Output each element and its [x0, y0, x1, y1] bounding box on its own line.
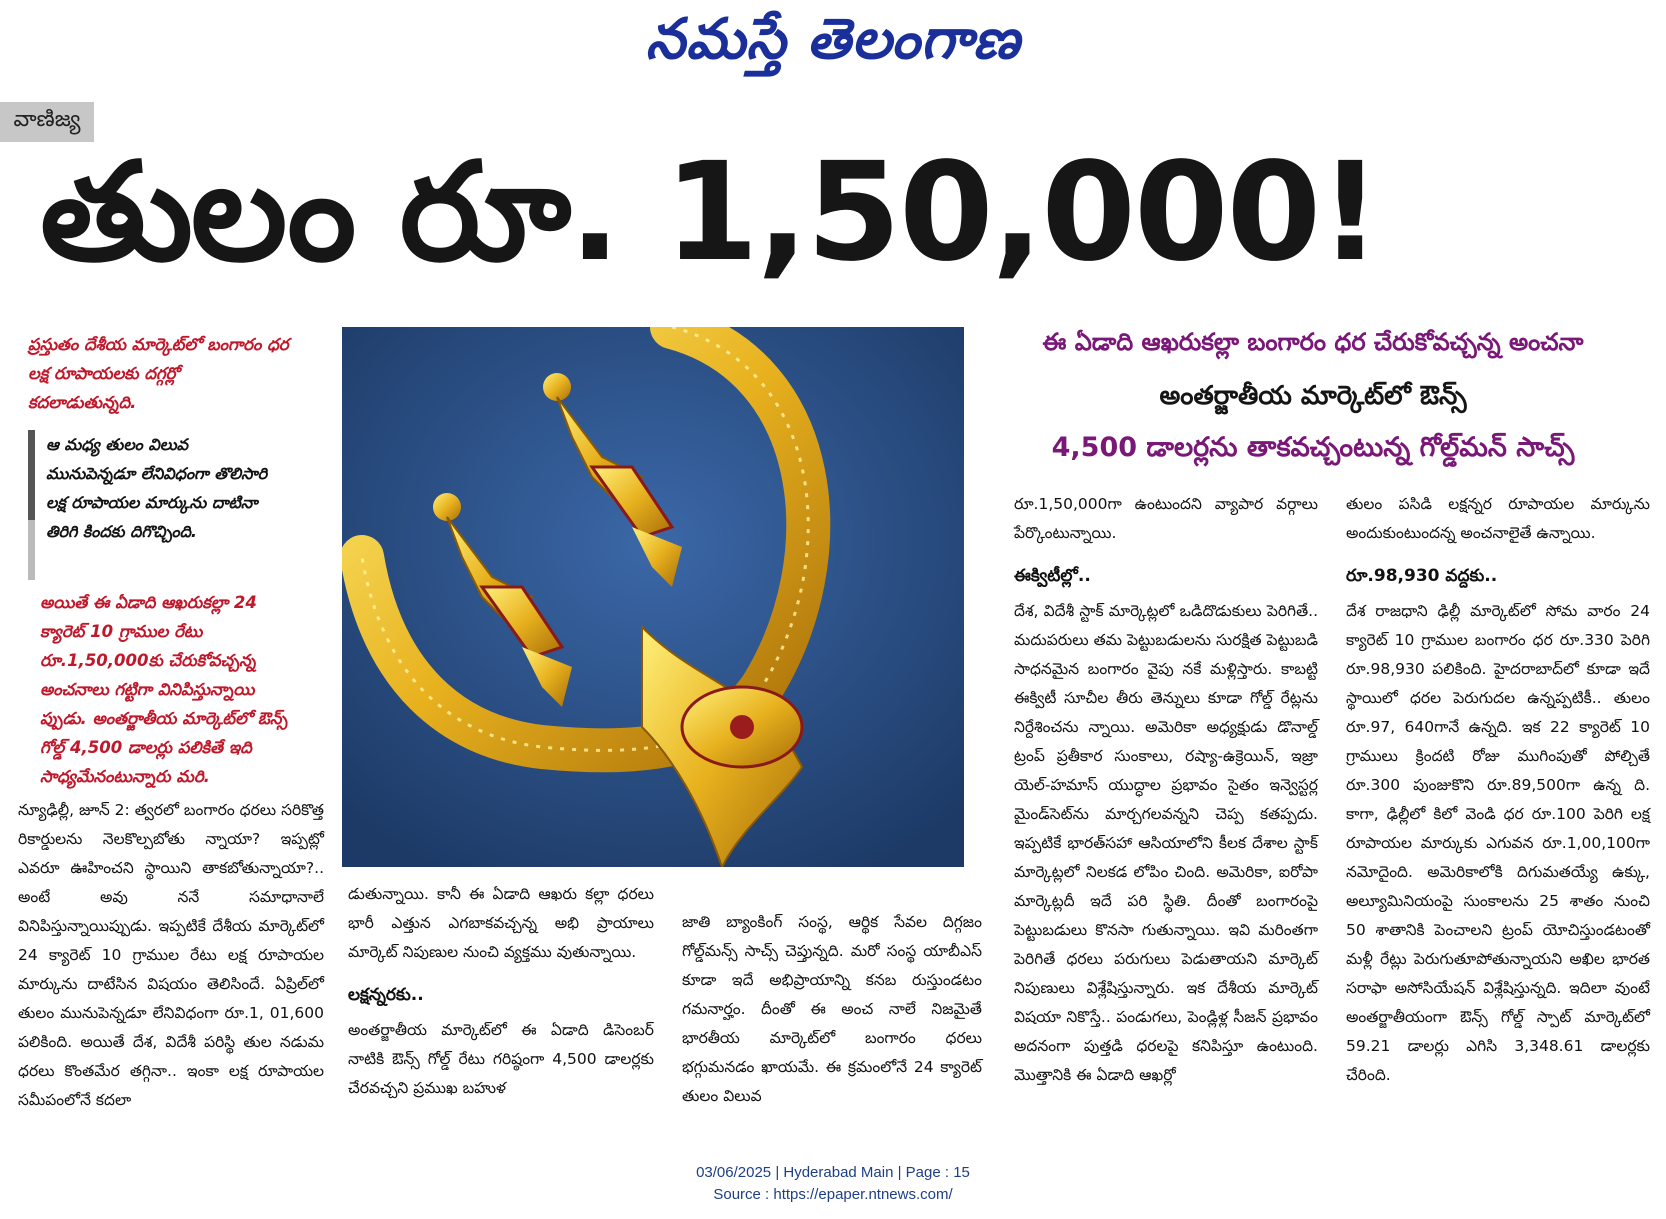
jewelry-photo [342, 327, 964, 867]
subhead-98930: రూ.98,930 వద్దకు.. [1346, 566, 1498, 586]
article-column-2 [348, 880, 654, 1103]
deck-line-2: అంతర్జాతీయ మార్కెట్‌లో ఔన్స్ [1159, 381, 1467, 411]
red-intro: ప్రస్తుతం దేశీయ మార్కెట్‌లో బంగారం ధర లక్ష రూపాయలకు దగ్గర్లో కదలాడుతున్నది. [28, 335, 289, 412]
red-quote: అయితే ఈ ఏడాది ఆఖరుకల్లా 24 క్యారెట్ 10 గ్రాముల రేటు రూ.1,50,000కు చేరుకోవచ్చన్న అంచనాలు గట్టిగా వినిపిస్తున్నాయి ప్పుడు. అంతర్జాతీయ మార్కెట్‌లో ఔన్స్ గోల్డ్ 4,500 డాలర్లు పలికితే ఇది సాధ్యమేనంటున్నారు మరి. [40, 593, 288, 786]
body-text-top: రూ.1,50,000గా ఉంటుందని వ్యాపార వర్గాలు పేర్కొంటున్నాయి. [1014, 495, 1318, 542]
body-text: జాతి బ్యాంకింగ్ సంస్థ, ఆర్థిక సేవల దిగ్గజం గోల్డ్‌మన్స్ సాచ్స్ చెప్తున్నది. మరో సంస్థ యాబీఎస్ కూడా ఇదే అభిప్రాయాన్ని కనబ రుస్తుండటం గమనార్హం. దీంతో ఈ అంచ నాలే నిజమైతే భారతీయ మార్కెట్‌లో బంగారం ధరలు భగ్గుమనడం ఖాయమే. ఈ క్రమంలోనే 24 క్యారెట్ తులం విలువ [682, 913, 982, 1105]
footer-date-page: 03/06/2025 | Hyderabad Main | Page : 15 [696, 1164, 970, 1181]
article-column-1 [18, 796, 324, 1115]
article-column-4 [1014, 490, 1318, 1090]
subhead-equities: ఈక్విటీల్లో.. [1014, 566, 1091, 586]
article-column-5 [1346, 490, 1650, 1090]
article-column-3 [682, 908, 982, 1111]
body-text: దేశ, విదేశీ స్టాక్ మార్కెట్లలో ఒడిదొడుకులు పెరిగితే.. మదుపరులు తమ పెట్టుబడులను సురక్షిత పెట్టుబడి సాధనమైన బంగారం వైపు నకే మళ్లిస్తారు. కాబట్టి ఈక్విటీ సూచీల తీరు తెన్నులు కూడా గోల్డ్ రేట్లను నిర్దేశించను న్నాయి. అమెరికా అధ్యక్షుడు డొనాల్డ్ ట్రంప్ ప్రతీకార సుంకాలు, రష్యా-ఉక్రెయిన్, ఇజ్రా యెల్-హమాస్ యుద్ధాల ప్రభావం సైతం ఇన్వెస్టర్ల మైండ్‌సెట్‌ను మార్చగలవన్నని చెప్ప కతప్పదు. ఇప్పటికే భారత్‌సహా ఆసియాలోని కీలక దేశాల స్టాక్ మార్కెట్లలో నిలకడ లోపిం చింది. అమెరికా, ఐరోపా మార్కెట్లదీ ఇదే పరి స్థితి. దీంతో బంగారంపై పెట్టుబడులు కొనసా గుతున్నాయి. ఇవి మరింతగా పెరిగితే ధరలు పరుగులు పెడుతాయని మార్కెట్ నిపుణులు విశ్లేషిస్తున్నారు. ఇక దేశీయ మార్కెట్ విషయా నికొస్తే.. పండుగలు, పెండ్లిళ్ల సీజన్ ప్రభావం అదనంగా పుత్తడి ధరలపై కనిపిస్తూ ఉంటుంది. మొత్తానికి ఈ ఏడాది ఆఖర్లో [1014, 602, 1318, 1084]
body-text: న్యూఢిల్లీ, జూన్ 2: త్వరలో బంగారం ధరలు సరికొత్త రికార్డులను నెలకొల్పబోతు న్నాయా? ఇప్పట్లో ఎవరూ ఊహించని స్థాయిని తాకబోతున్నాయా?.. అంటే అవు ననే సమాధానాలే వినిపిస్తున్నాయిప్పుడు. ఇప్పటికే దేశీయ మార్కెట్‌లో 24 క్యారెట్ 10 గ్రాముల రేటు లక్ష రూపాయల మార్కును దాటేసిన విషయం తెలిసిందే. ఏప్రిల్‌లో తులం మునుపెన్నడూ లేనివిధంగా రూ.1, 01,600 పలికింది. అయితే దేశ, విదేశీ పరిస్థి తుల నడుమ ధరలు కొంతమేర తగ్గినా.. ఇంకా లక్ష రూపాయల సమీపంలోనే కదలా [18, 801, 324, 1109]
quote-bar [28, 430, 35, 580]
pull-quote: ఆ మధ్య తులం విలువ మునుపెన్నడూ లేనివిధంగా తొలిసారి లక్ష రూపాయల మార్కును దాటినా తిరిగి కిందకు దిగొచ్చింది. [46, 435, 268, 541]
section-tag: వాణిజ్య [0, 102, 94, 142]
masthead: నమస్తే తెలంగాణ [645, 6, 1021, 72]
deck-line-3: 4,500 డాలర్లను తాకవచ్చంటున్న గోల్డ్‌మన్ సాచ్స్ [1051, 432, 1575, 463]
body-text: డుతున్నాయి. కానీ ఈ ఏడాది ఆఖరు కల్లా ధరలు భారీ ఎత్తున ఎగబాకవచ్చన్న అభి ప్రాయాలు మార్కెట్ నిపుణుల నుంచి వ్యక్తము వుతున్నాయి. [348, 885, 654, 961]
footer-source-link[interactable]: Source : https://epaper.ntnews.com/ [713, 1186, 953, 1203]
headline: తులం రూ. 1,50,000! [40, 134, 1380, 292]
deck-line-1: ఈ ఏడాది ఆఖరుకల్లా బంగారం ధర చేరుకోవచ్చన్న అంచనా [1042, 328, 1584, 356]
body-text-2: అంతర్జాతీయ మార్కెట్‌లో ఈ ఏడాది డిసెంబర్ నాటికి ఔన్స్ గోల్డ్ రేటు గరిష్ఠంగా 4,500 డాలర్లకు చేరవచ్చని ప్రముఖ బహుళ [348, 1021, 654, 1097]
body-text: దేశ రాజధాని ఢిల్లీ మార్కెట్‌లో సోమ వారం 24 క్యారెట్ 10 గ్రాముల బంగారం ధర రూ.330 పెరిగి రూ.98,930 పలికింది. హైదరాబాద్‌లో కూడా ఇదే స్థాయిలో ధరల పెరుగుదల ఉన్నప్పటికీ.. తులం రూ.97, 640గానే ఉన్నది. ఇక 22 క్యారెట్ 10 గ్రాములు క్రిందటి రోజు ముగింపుతో పోల్చితే రూ.300 పుంజుకొని రూ.89,500గా ఉన్న ది. కాగా, ఢిల్లీలో కిలో వెండి ధర రూ.100 పెరిగి లక్ష రూపాయల మార్కుకు ఎగువన రూ.1,00,100గా నమోదైంది. అమెరికాలోకి దిగుమతయ్యే ఉక్కు, అల్యూమినియంపై సుంకాలను 25 శాతం నుంచి 50 శాతానికి పెంచాలని ట్రంప్ యోచిస్తుండటంతో మళ్లీ రేట్లు పెరుగుతూపోతున్నాయని అఖిల భారత సరాఫా అసోసియేషన్ విశ్లేషిస్తున్నది. ఇదిలా వుంటే అంతర్జాతీయంగా ఔన్స్ గోల్డ్ స్పాట్ మార్కెట్‌లో 59.21 డాలర్లు ఎగిసి 3,348.61 డాలర్లకు చేరింది. [1346, 602, 1650, 1084]
subhead-lakshannaraku: లక్షన్నరకు.. [348, 985, 424, 1005]
body-text-top: తులం పసిడి లక్షన్నర రూపాయల మార్కును అందుకుంటుందన్న అంచనాలైతే ఉన్నాయి. [1346, 495, 1650, 542]
necklace-illustration [342, 327, 964, 867]
